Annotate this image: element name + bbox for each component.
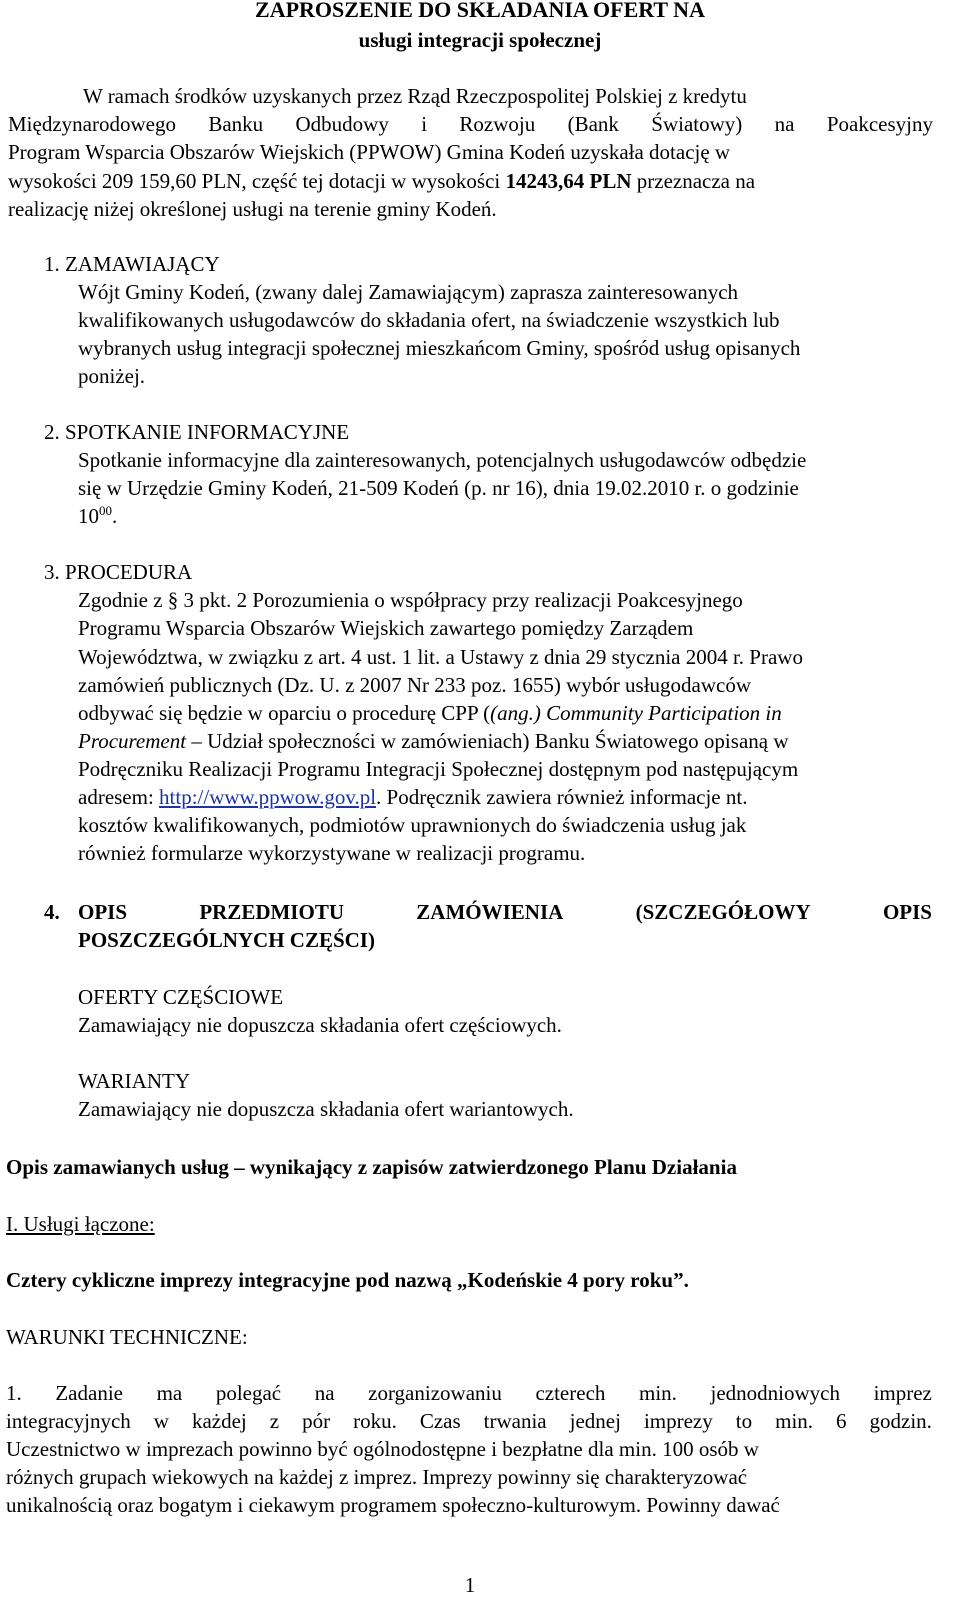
section-1-line-3: wybranych usług integracji społecznej mieszkańcom Gminy, spośród usług opisanych	[78, 336, 801, 360]
section-4-heading	[44, 898, 932, 926]
section-4-title-line-2: POSZCZEGÓLNYCH CZĘŚCI)	[78, 928, 375, 952]
partial-offers-text: Zamawiający nie dopuszcza składania ofert częściowych.	[78, 1013, 562, 1037]
section-3-line-2: Programu Wsparcia Obszarów Wiejskich zawartego pomiędzy Zarządem	[78, 616, 694, 640]
partial-offers-title: OFERTY CZĘŚCIOWE	[78, 985, 284, 1009]
section-1-number: 1.	[44, 252, 60, 276]
intro-line-2: Międzynarodowego Banku Odbudowy i Rozwoju (Bank Światowy) na Poakcesyjny	[8, 112, 933, 136]
section-3-line-3: Województwa, w związku z art. 4 ust. 1 lit. a Ustawy z dnia 29 stycznia 2004 r. Prawo	[78, 645, 803, 669]
section-2-number: 2.	[44, 420, 60, 444]
variants-text: Zamawiający nie dopuszcza składania ofert wariantowych.	[78, 1097, 574, 1121]
document-title	[0, 0, 960, 24]
technical-line-5: unikalnością oraz bogatym i ciekawym programem społeczno-kulturowym. Powinny dawać	[6, 1493, 780, 1517]
technical-line-4: różnych grupach wiekowych na każdej z imprez. Imprezy powinny się charakteryzować	[6, 1465, 748, 1489]
document-subtitle	[0, 26, 960, 54]
section-2-heading	[44, 418, 349, 446]
section-1-heading	[44, 250, 220, 278]
title-line-2: usługi integracji społecznej	[358, 28, 602, 52]
meeting-minutes: 00	[99, 503, 112, 518]
cpp-english-name: (ang.) Community Participation in	[490, 701, 782, 725]
section-3-line-10: również formularze wykorzystywane w realizacji programu.	[78, 841, 586, 865]
section-3-line-6: Procurement – Udział społeczności w zamówieniach) Banku Światowego opisaną w	[78, 729, 789, 753]
section-3-line-8: adresem: http://www.ppwow.gov.pl. Podręcznik zawiera również informacje nt.	[78, 785, 748, 809]
section-1-line-1: Wójt Gminy Kodeń, (zwany dalej Zamawiającym) zaprasza zainteresowanych	[78, 280, 739, 304]
section-3-line-7: Podręczniku Realizacji Programu Integracji Społecznej dostępnym pod następującym	[78, 757, 799, 781]
section-3-number: 3.	[44, 560, 60, 584]
section-1-line-2: kwalifikowanych usługodawców do składania ofert, na świadczenie wszystkich lub	[78, 308, 780, 332]
ppwow-website-link[interactable]: http://www.ppwow.gov.pl	[159, 785, 377, 809]
section-2-line-2: się w Urzędzie Gminy Kodeń, 21-509 Kodeń (p. nr 16), dnia 19.02.2010 r. o godzinie	[78, 476, 799, 500]
intro-line-1: W ramach środków uzyskanych przez Rząd Rzeczpospolitej Polskiej z kredytu	[83, 84, 747, 108]
event-heading: Cztery cykliczne imprezy integracyjne pod nazwą „Kodeńskie 4 pory roku”.	[6, 1268, 689, 1292]
intro-line-5: realizację niżej określonej usługi na terenie gminy Kodeń.	[8, 197, 497, 221]
section-3-title: PROCEDURA	[65, 560, 193, 584]
section-1-line-4: poniżej.	[78, 364, 146, 388]
intro-line-4-start: wysokości 209 159,60 PLN, część tej dotacji w wysokości	[8, 169, 501, 193]
services-group: I. Usługi łączone:	[6, 1212, 155, 1236]
intro-line-4	[8, 167, 755, 195]
intro-line-3: Program Wsparcia Obszarów Wiejskich (PPWOW) Gmina Kodeń uzyskała dotację w	[8, 140, 731, 164]
technical-line-2: integracyjnych w każdej z pór roku. Czas trwania jednej imprezy to min. 6 godzin.	[6, 1409, 932, 1433]
page-number: 1	[464, 1573, 476, 1597]
section-3-line-5: odbywać się będzie w oparciu o procedurę CPP ((ang.) Community Participation in	[78, 701, 782, 725]
section-2-title: SPOTKANIE INFORMACYJNE	[65, 420, 350, 444]
technical-conditions-heading: WARUNKI TECHNICZNE:	[6, 1325, 248, 1349]
cpp-english-name-end: Procurement	[78, 729, 187, 753]
section-2-line-1: Spotkanie informacyjne dla zainteresowanych, potencjalnych usługodawców odbędzie	[78, 448, 807, 472]
section-2-line-3: $10^{00}$.	[78, 503, 118, 528]
section-3-line-1: Zgodnie z § 3 pkt. 2 Porozumienia o współpracy przy realizacji Poakcesyjnego	[78, 588, 743, 612]
technical-line-1: 1. Zadanie ma polegać na zorganizowaniu czterech min. jednodniowych imprez	[6, 1381, 932, 1405]
technical-line-3: Uczestnictwo w imprezach powinno być ogólnodostępne i bezpłatne dla min. 100 osób w	[6, 1437, 759, 1461]
section-3-heading	[44, 558, 192, 586]
section-3-line-4: zamówień publicznych (Dz. U. z 2007 Nr 233 poz. 1655) wybór usługodawców	[78, 673, 752, 697]
section-1-title: ZAMAWIAJĄCY	[65, 252, 220, 276]
variants-title: WARIANTY	[78, 1069, 190, 1093]
section-4-number: 4.	[44, 900, 60, 924]
title-line-1: ZAPROSZENIE DO SKŁADANIA OFERT NA	[255, 0, 705, 22]
meeting-hour: 10	[78, 504, 99, 528]
services-heading: Opis zamawianych usług – wynikający z zapisów zatwierdzonego Planu Działania	[6, 1155, 737, 1179]
section-3-line-9: kosztów kwalifikowanych, podmiotów uprawnionych do świadczenia usług jak	[78, 813, 747, 837]
intro-line-4-end: przeznacza na	[636, 169, 756, 193]
section-4-title-line-1: OPIS PRZEDMIOTU ZAMÓWIENIA (SZCZEGÓŁOWY OPIS	[78, 900, 932, 924]
intro-amount: 14243,64 PLN	[505, 169, 632, 193]
